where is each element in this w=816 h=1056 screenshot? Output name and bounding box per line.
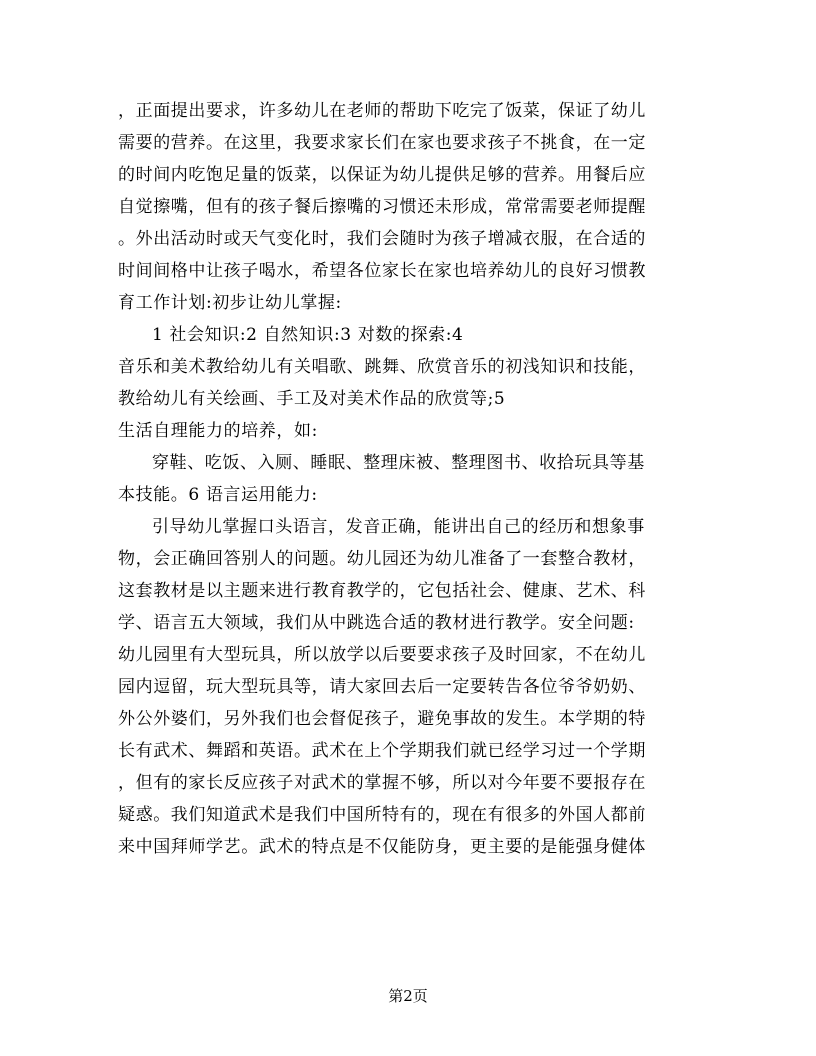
- text-line: 需要的营养。在这里，我要求家长们在家也要求孩子不挑食，在一定: [118, 133, 646, 153]
- text-line: 园内逗留，玩大型玩具等，请大家回去后一定要转告各位爷爷奶奶、: [118, 677, 646, 697]
- text-line: 的时间内吃饱足量的饭菜，以保证为幼儿提供足够的营养。用餐后应: [118, 165, 646, 185]
- text-line: 音乐和美术教给幼儿有关唱歌、跳舞、欣赏音乐的初浅知识和技能，: [118, 357, 646, 377]
- text-line: 学、语言五大领域，我们从中跳选合适的教材进行教学。安全问题:: [118, 613, 635, 633]
- text-line: 幼儿园里有大型玩具，所以放学以后要要求孩子及时回家，不在幼儿: [118, 645, 646, 665]
- text-line: 教给幼儿有关绘画、手工及对美术作品的欣赏等;5: [118, 389, 506, 409]
- text-line: 时间间格中让孩子喝水，希望各位家长在家也培养幼儿的良好习惯教: [118, 261, 646, 281]
- text-line: 疑惑。我们知道武术是我们中国所特有的，现在有很多的外国人都前: [118, 805, 646, 825]
- text-line: 1 社会知识:2 自然知识:3 对数的探索:4: [152, 325, 464, 345]
- text-line: 物，会正确回答别人的问题。幼儿园还为幼儿准备了一套整合教材，: [118, 549, 646, 569]
- text-line: 引导幼儿掌握口头语言，发音正确，能讲出自己的经历和想象事: [152, 517, 645, 537]
- text-line: ，但有的家长反应孩子对武术的掌握不够，所以对今年要不要报存在: [118, 773, 646, 793]
- page-number: 第2页: [388, 987, 428, 1005]
- text-line: 育工作计划:初步让幼儿掌握:: [118, 293, 342, 313]
- text-line: 自觉擦嘴，但有的孩子餐后擦嘴的习惯还未形成，常常需要老师提醒: [118, 197, 646, 217]
- text-line: 这套教材是以主题来进行教育教学的，它包括社会、健康、艺术、科: [118, 581, 646, 601]
- text-line: 穿鞋、吃饭、入厕、睡眠、整理床被、整理图书、收拾玩具等基: [152, 453, 645, 473]
- text-line: 。外出活动时或天气变化时，我们会随时为孩子增减衣服，在合适的: [118, 229, 646, 249]
- text-line: 本技能。6 语言运用能力:: [118, 485, 318, 505]
- document-body: [118, 95, 698, 863]
- text-line: 外公外婆们，另外我们也会督促孩子，避免事故的发生。本学期的特: [118, 709, 646, 729]
- text-line: ，正面提出要求，许多幼儿在老师的帮助下吃完了饭菜，保证了幼儿: [118, 101, 646, 121]
- text-line: 来中国拜师学艺。武术的特点是不仅能防身，更主要的是能强身健体: [118, 837, 646, 857]
- text-line: 生活自理能力的培养，如:: [118, 421, 318, 441]
- text-line: 长有武术、舞蹈和英语。武术在上个学期我们就已经学习过一个学期: [118, 741, 646, 761]
